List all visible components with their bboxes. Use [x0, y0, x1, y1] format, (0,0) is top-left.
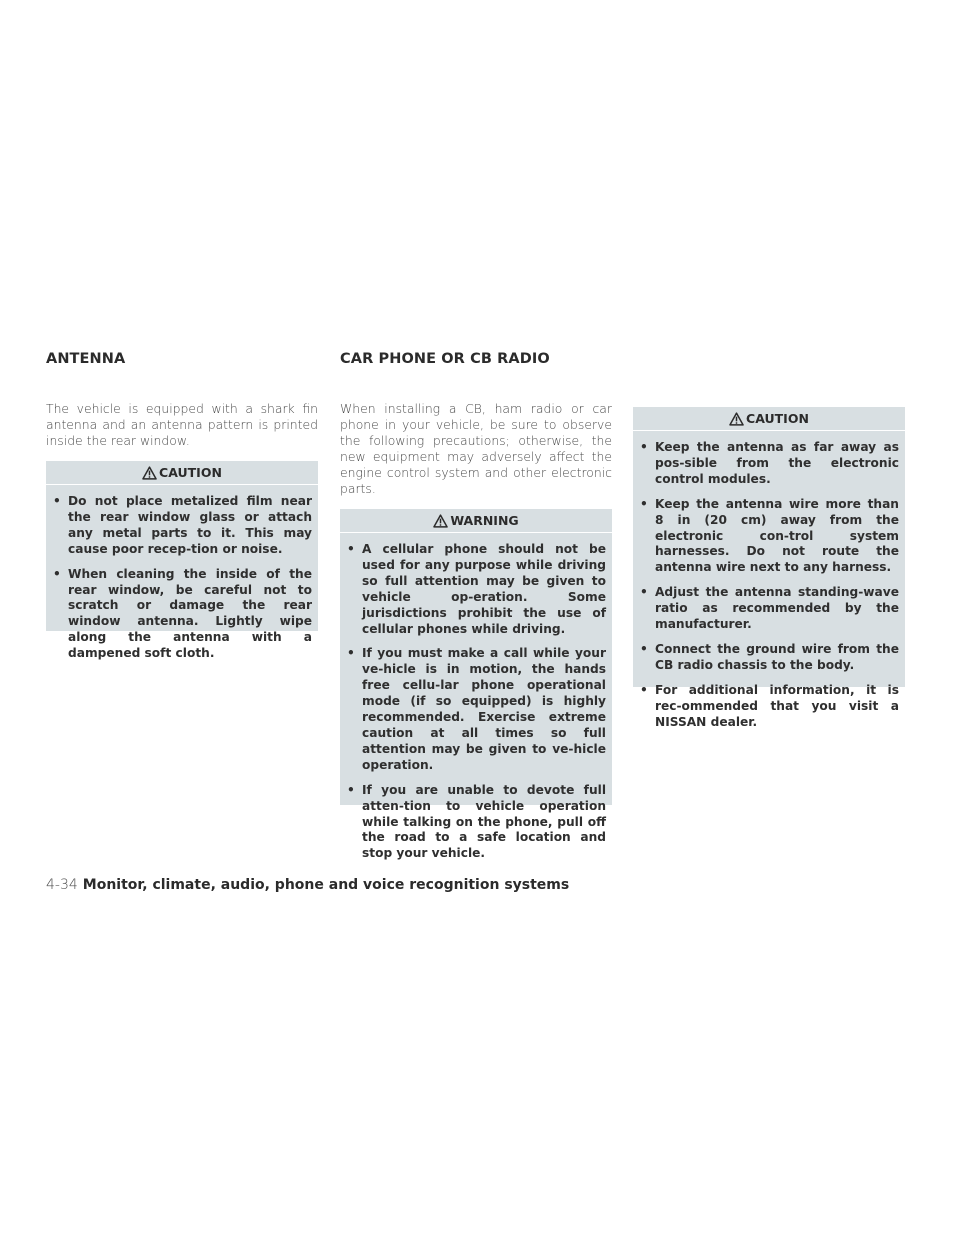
warning-label: WARNING	[450, 513, 519, 528]
car-phone-warning-box	[340, 509, 612, 861]
caution-list	[639, 440, 899, 731]
antenna-caution-box	[46, 461, 318, 661]
caution-header	[46, 461, 318, 485]
caution-header	[633, 407, 905, 431]
page-footer	[46, 877, 569, 893]
car-phone-heading: CAR PHONE OR CB RADIO	[340, 351, 550, 367]
list-item: • For additional information, it is rec-ommended that you visit a NISSAN dealer.	[640, 682, 899, 729]
section-title: Monitor, climate, audio, phone and voice recognition systems	[82, 877, 570, 893]
list-item: • Keep the antenna wire more than 8 in (20 cm) away from the electronic con-trol system harnesses. Do not route the antenna wire next to any harness.	[640, 496, 899, 575]
list-item: • Connect the ground wire from the CB radio chassis to the body.	[640, 641, 899, 672]
caution-list	[52, 494, 312, 662]
warning-list	[346, 542, 606, 862]
list-item: • Keep the antenna as far away as pos-sible from the electronic control modules.	[640, 440, 899, 486]
list-item: • If you are unable to devote full atten-tion to vehicle operation while talking on the phone, pull off the road to a safe location and stop your vehicle.	[347, 782, 606, 861]
list-item: • A cellular phone should not be used for any purpose while driving so full attention may be given to vehicle op-eration. Some jurisdictions prohibit the use of cellular phones while driving.	[347, 542, 606, 636]
warning-triangle-icon	[142, 466, 157, 480]
page-number: 4-34	[46, 877, 78, 893]
antenna-heading: ANTENNA	[46, 351, 126, 367]
list-item: • If you must make a call while your ve-hicle is in motion, the hands free cellu-lar phone operational mode (if so equipped) is highly recommended. Exercise extreme caution at all times so full attention may be given to ve-hicle operation.	[347, 646, 606, 772]
list-item: • Adjust the antenna standing-wave ratio as recommended by the manufacturer.	[640, 585, 899, 632]
warning-triangle-icon	[433, 514, 448, 528]
car-phone-caution-box	[633, 407, 905, 729]
list-item: • Do not place metalized film near the rear window glass or attach any metal parts to it. This may cause poor recep-tion or noise.	[53, 494, 312, 556]
caution-label: CAUTION	[159, 465, 222, 480]
warning-triangle-icon	[729, 412, 744, 426]
caution-label: CAUTION	[746, 411, 809, 426]
list-item: • When cleaning the inside of the rear window, be careful not to scratch or damage the rear window antenna. Lightly wipe along the antenna with a dampened soft cloth.	[53, 566, 312, 661]
car-phone-intro: When installing a CB, ham radio or car phone in your vehicle, be sure to observe the following precautions; otherwise, the new equipment may adversely affect the engine control system and other electronic parts.	[340, 401, 612, 496]
antenna-intro: The vehicle is equipped with a shark fin antenna and an antenna pattern is printed inside the rear window.	[46, 401, 318, 448]
warning-header	[340, 509, 612, 533]
